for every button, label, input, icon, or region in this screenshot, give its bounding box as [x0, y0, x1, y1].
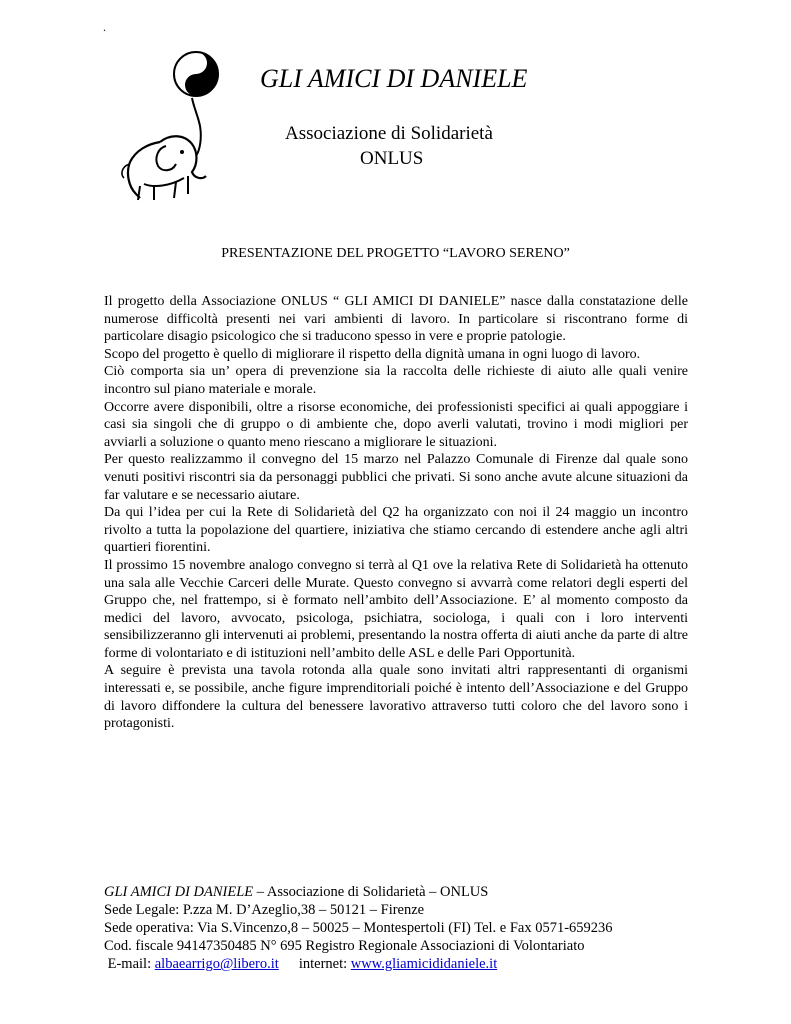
paragraph: Da qui l’idea per cui la Rete di Solidarietà del Q2 ha organizzato con noi il 24 maggio un incontro rivolto a tutta la popolazione del quartiere, iniziativa che stiamo cercando di estendere anche agli altri quartieri fiorentini. — [104, 505, 688, 556]
paragraph: Occorre avere disponibili, oltre a risorse economiche, dei professionisti specifici ai quali appoggiare i casi sia singoli che di gruppo o di ambiente che, dopo averli valutati, trovino i modi migliori per avviarli a soluzione o quanto meno riescano a migliorare le situazioni. — [104, 399, 688, 450]
paragraph: Ciò comporta sia un’ opera di prevenzione sia la raccolta delle richieste di aiuto alle quali venire incontro sul piano materiale e morale. — [104, 364, 688, 397]
paragraph: Per questo realizzammo il convegno del 15 marzo nel Palazzo Comunale di Firenze dal quale sono venuti positivi riscontri sia da personaggi pubblici che privati. Si sono anche avute alcune situazioni da far valutare e se necessario aiutare. — [104, 452, 688, 503]
paragraph: Il prossimo 15 novembre analogo convegno si terrà al Q1 ove la relativa Rete di Solidarietà ha ottenuto una sala alle Vecchie Carceri delle Murate. Questo convegno si avvarrà come relatori degli esperti del Gruppo che, nel frattempo, si è formato nell’ambito dell’Associazione. E’ al momento composto da medici del lavoro, avvocato, psicologa, psichiatra, sociologa, i quali con i loro interventi sensibilizzeranno gli intervenuti ai problemi, presentando la nostra offerta di aiuti anche da parte di altre forme di volontariato e di istituzioni nell’ambito delle ASL e delle Pari Opportunità. — [104, 557, 688, 661]
subtitle-line-2: ONLUS — [360, 148, 424, 169]
paragraph: Scopo del progetto è quello di migliorare il rispetto della dignità umana in ogni luogo di lavoro. — [104, 346, 641, 362]
footer-org-suffix: – Associazione di Solidarietà – ONLUS — [253, 884, 489, 900]
footer-email-label: E-mail: — [104, 956, 155, 972]
footer-internet-label: internet: — [298, 956, 351, 972]
footer-sede-legale: Sede Legale: P.zza M. D’Azeglio,38 – 50121 – Firenze — [104, 902, 425, 918]
organization-subtitle — [285, 121, 505, 171]
document-body — [104, 293, 688, 733]
footer-sede-operativa: Sede operativa: Via S.Vincenzo,8 – 50025 – Montespertoli (FI) Tel. e Fax 0571-659236 — [104, 920, 613, 936]
paragraph: A seguire è prevista una tavola rotonda alla quale sono invitati altri rappresentanti di organismi interessati e, se possibile, anche figure imprenditoriali poiché è intento dell’Associazione e del Gruppo di lavoro diffondere la cultura del benessere lavorativo attraverso tutti coloro che del lavoro sono i protagonisti. — [104, 663, 688, 732]
footer-email-link[interactable]: albaearrigo@libero.it — [154, 956, 279, 972]
footer-website-link[interactable]: www.gliamicididaniele.it — [350, 956, 498, 972]
stray-mark: . — [103, 20, 106, 34]
paragraph: Il progetto della Associazione ONLUS “ GLI AMICI DI DANIELE” nasce dalla constatazione delle numerose difficoltà presenti nei vari ambienti di lavoro. In particolare si riscontrano forme di particolare disagio psicologico che si traducono spesso in vere e proprie patologie. — [104, 294, 688, 345]
subtitle-line-1: Associazione di Solidarietà — [285, 123, 493, 144]
footer-org-line — [104, 883, 694, 901]
footer-org-name: GLI AMICI DI DANIELE — [104, 884, 254, 900]
organization-title: GLI AMICI DI DANIELE — [260, 64, 528, 93]
document-heading: PRESENTAZIONE DEL PROGETTO “LAVORO SERENO” — [221, 246, 570, 261]
yin-yang-elephant-logo — [114, 46, 228, 202]
footer-cod-fiscale: Cod. fiscale 94147350485 N° 695 Registro Regionale Associazioni di Volontariato — [104, 938, 585, 954]
footer — [104, 883, 694, 973]
footer-contacts — [104, 955, 694, 973]
